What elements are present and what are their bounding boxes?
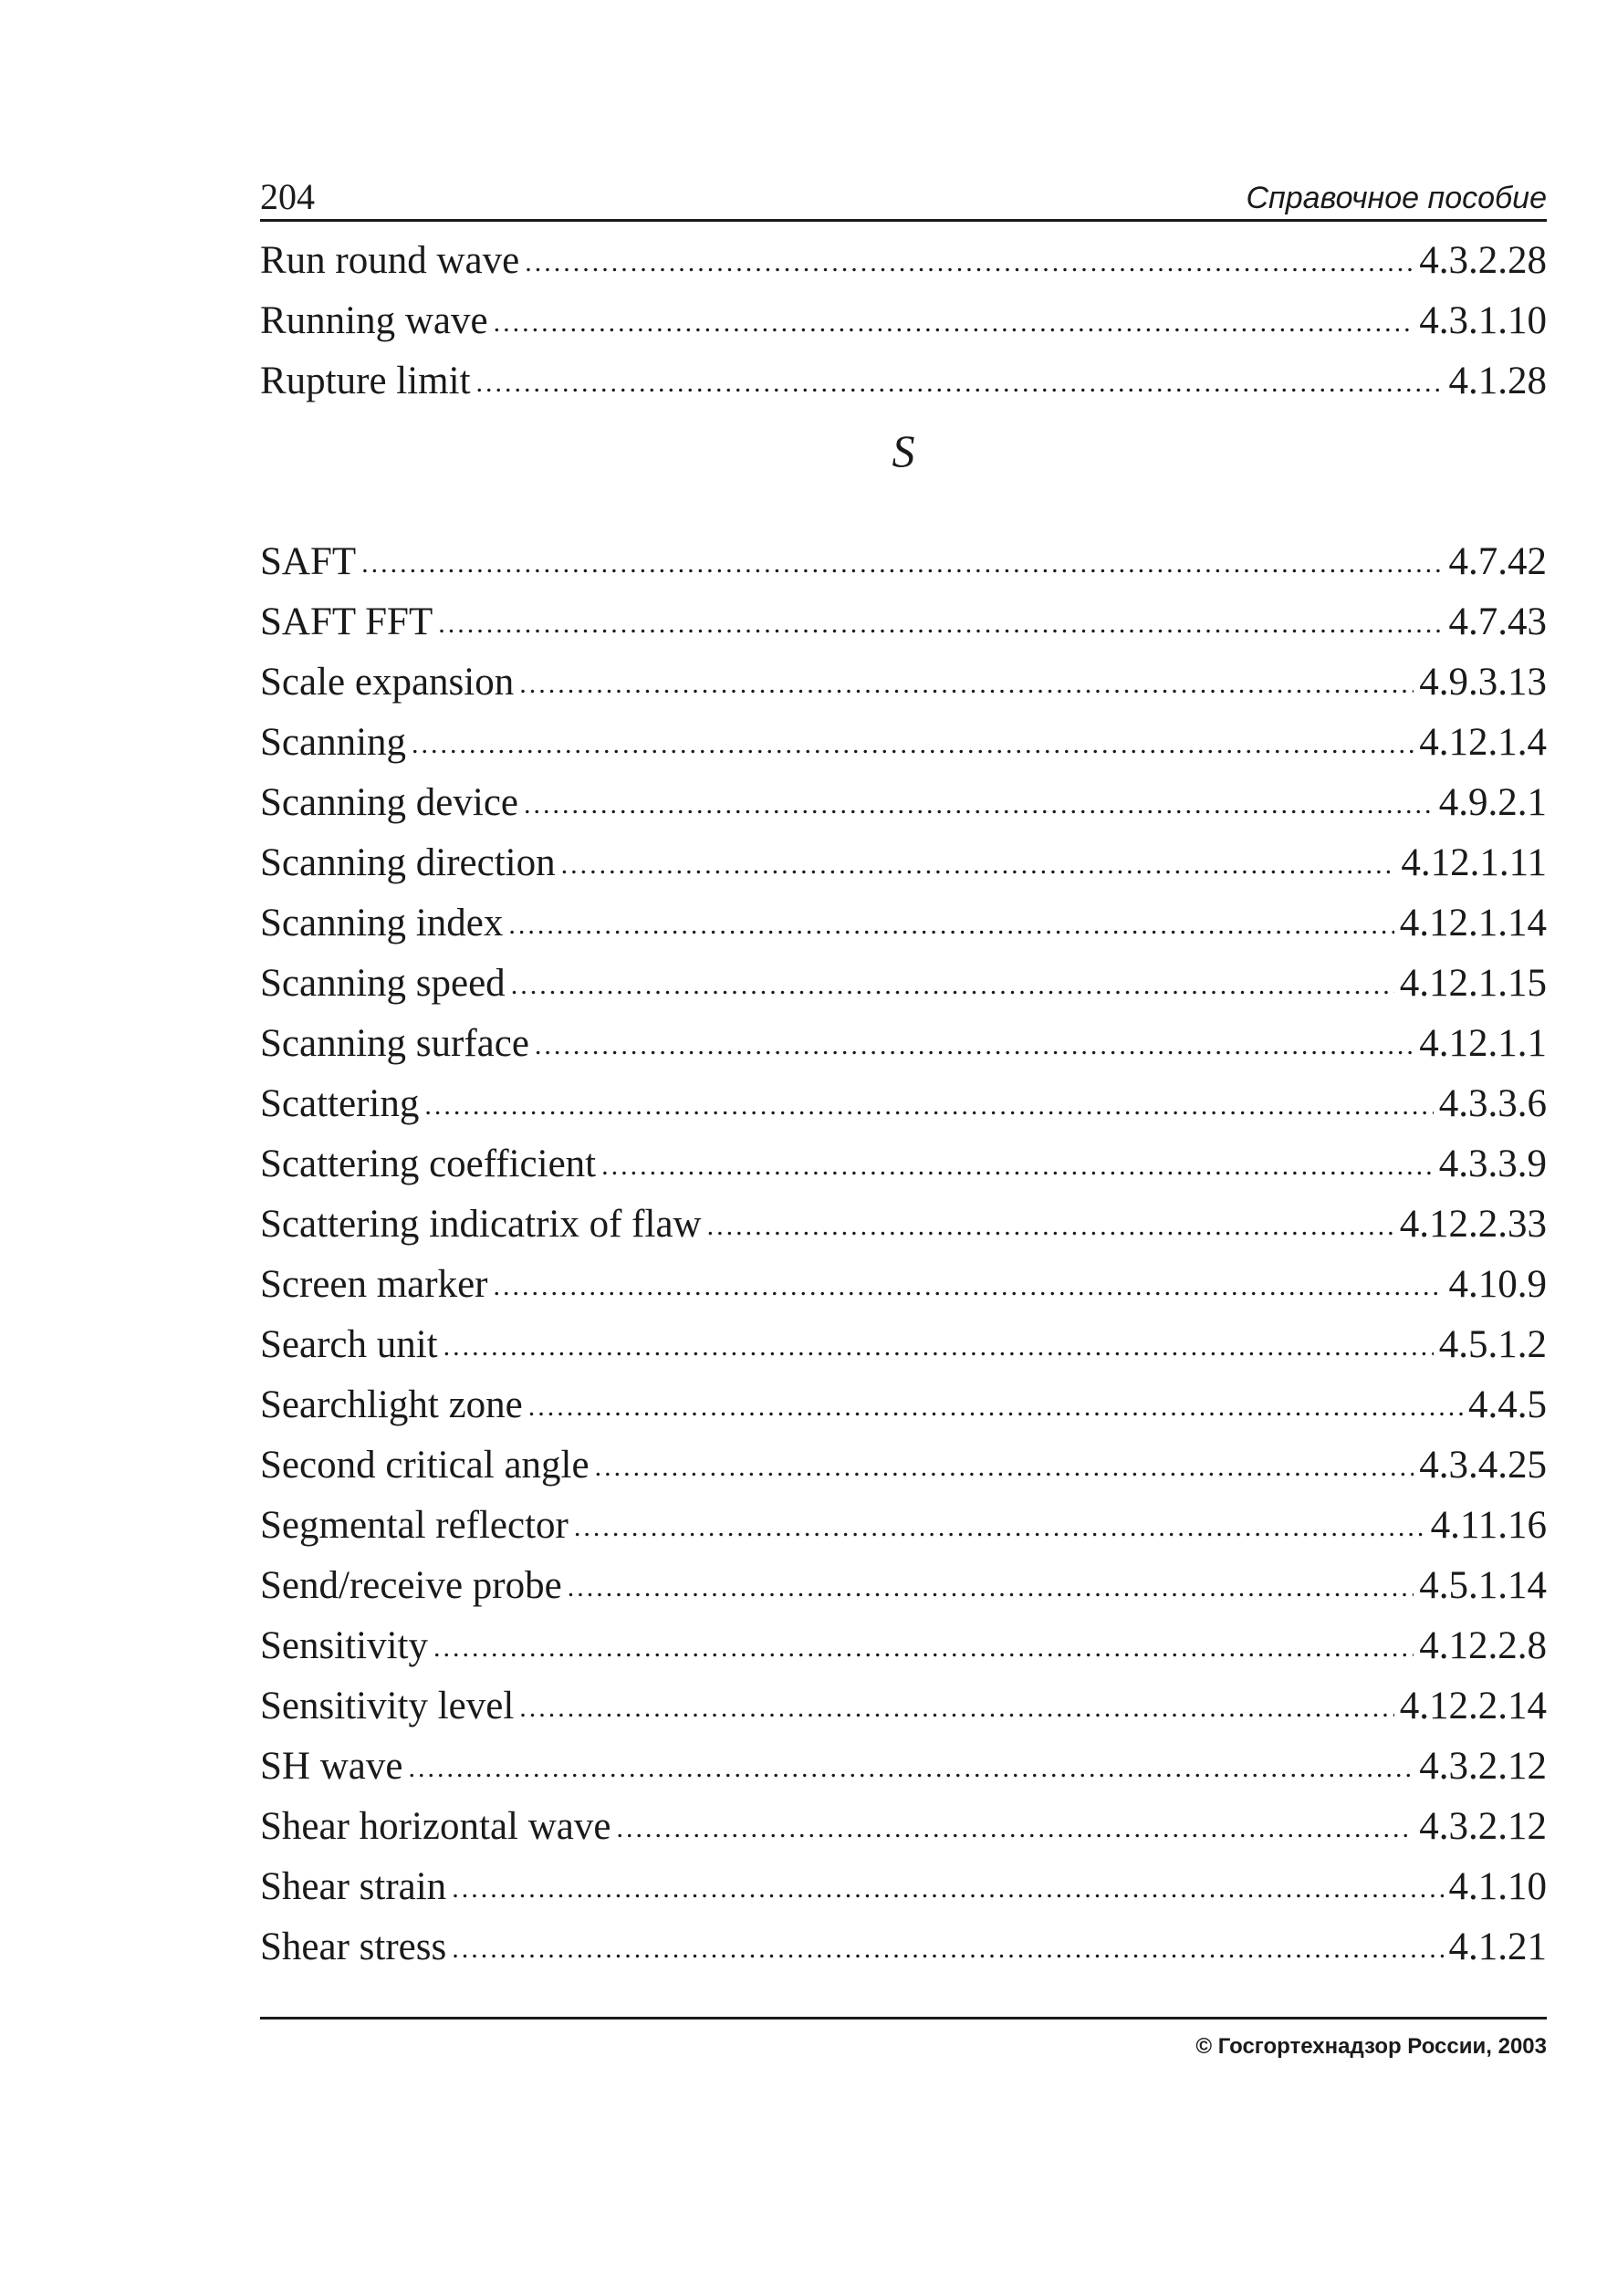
- index-entries: [260, 231, 1547, 1978]
- dot-leader: [524, 771, 1434, 835]
- index-entry: [260, 1255, 1547, 1315]
- dot-leader: [361, 530, 1443, 594]
- dot-leader: [535, 1012, 1414, 1076]
- index-entry: [260, 773, 1547, 833]
- entry-ref: 4.4.5: [1468, 1383, 1547, 1426]
- index-entry: [260, 1556, 1547, 1616]
- entry-ref: 4.12.1.15: [1399, 962, 1547, 1005]
- entry-ref: 4.11.16: [1430, 1504, 1547, 1547]
- entry-term: Scale expansion: [260, 661, 515, 704]
- entry-term: Send/receive probe: [260, 1564, 562, 1607]
- index-entry: [260, 1195, 1547, 1255]
- page-number: 204: [260, 176, 315, 217]
- entry-ref: 4.12.1.14: [1399, 902, 1547, 944]
- entry-term: Scanning: [260, 721, 407, 764]
- index-entry: [260, 592, 1547, 652]
- entry-term: Sensitivity level: [260, 1685, 515, 1727]
- entry-term: Scattering indicatrix of flaw: [260, 1203, 702, 1246]
- entry-ref: 4.7.43: [1448, 600, 1547, 643]
- entry-term: Scanning direction: [260, 841, 556, 884]
- entry-ref: 4.5.1.14: [1419, 1564, 1547, 1607]
- entry-term: Scanning index: [260, 902, 504, 944]
- entry-ref: 4.12.1.11: [1401, 841, 1547, 884]
- page-footer: [260, 2017, 1547, 2060]
- entry-term: SAFT FFT: [260, 600, 433, 643]
- entry-term: Scattering: [260, 1082, 420, 1125]
- entry-ref: 4.12.2.33: [1399, 1203, 1547, 1246]
- dot-leader: [519, 1675, 1393, 1738]
- index-entry: [260, 1496, 1547, 1556]
- index-entry: [260, 1014, 1547, 1074]
- entry-term: Scanning surface: [260, 1022, 529, 1065]
- dot-leader: [508, 892, 1393, 955]
- entry-ref: 4.9.3.13: [1419, 661, 1547, 704]
- dot-leader: [476, 350, 1444, 413]
- index-entry: [260, 833, 1547, 893]
- entry-term: SH wave: [260, 1745, 403, 1788]
- dot-leader: [601, 1132, 1434, 1196]
- dot-leader: [494, 1253, 1444, 1317]
- entry-ref: 4.3.2.12: [1419, 1805, 1547, 1848]
- index-entry: [260, 1917, 1547, 1978]
- section-letter: S: [892, 425, 915, 476]
- index-entry: [260, 1315, 1547, 1375]
- dot-leader: [424, 1072, 1433, 1136]
- index-entry: [260, 351, 1547, 412]
- entry-term: Shear horizontal wave: [260, 1805, 611, 1848]
- entry-ref: 4.3.4.25: [1419, 1444, 1547, 1487]
- index-entry: [260, 291, 1547, 351]
- index-entry: [260, 893, 1547, 954]
- index-entry: [260, 532, 1547, 592]
- dot-leader: [707, 1193, 1394, 1257]
- entry-ref: 4.1.28: [1448, 360, 1547, 402]
- index-page: [260, 173, 1547, 1978]
- copyright-notice: © Госгортехнадзор России, 2003: [1195, 2034, 1547, 2059]
- entry-term: Scattering coefficient: [260, 1143, 597, 1185]
- index-entry: [260, 1435, 1547, 1496]
- index-entry: [260, 1375, 1547, 1435]
- entry-term: Screen marker: [260, 1263, 488, 1306]
- dot-leader: [561, 831, 1396, 895]
- dot-leader: [494, 289, 1414, 353]
- running-title: Справочное пособие: [1246, 181, 1547, 215]
- index-entry: [260, 1676, 1547, 1737]
- entry-ref: 4.3.1.10: [1419, 299, 1547, 342]
- index-entry: [260, 1737, 1547, 1797]
- entry-term: SAFT: [260, 540, 357, 583]
- dot-leader: [595, 1434, 1414, 1498]
- entry-ref: 4.7.42: [1448, 540, 1547, 583]
- dot-leader: [511, 952, 1394, 1016]
- page-header: [260, 173, 1547, 222]
- entry-ref: 4.10.9: [1448, 1263, 1547, 1306]
- entry-ref: 4.9.2.1: [1438, 781, 1547, 824]
- entry-term: Shear strain: [260, 1865, 447, 1908]
- index-entry: [260, 1074, 1547, 1134]
- entry-term: Run round wave: [260, 239, 520, 282]
- index-entry: [260, 1797, 1547, 1857]
- entry-ref: 4.3.2.12: [1419, 1745, 1547, 1788]
- entry-ref: 4.12.1.4: [1419, 721, 1547, 764]
- entry-term: Sensitivity: [260, 1624, 428, 1667]
- dot-leader: [433, 1614, 1414, 1678]
- entry-term: Rupture limit: [260, 360, 471, 402]
- dot-leader: [574, 1494, 1425, 1558]
- entry-ref: 4.1.10: [1448, 1865, 1547, 1908]
- index-entry: [260, 954, 1547, 1014]
- dot-leader: [528, 1373, 1463, 1437]
- index-entry: [260, 713, 1547, 773]
- entry-ref: 4.5.1.2: [1438, 1323, 1547, 1366]
- entry-term: Segmental reflector: [260, 1504, 569, 1547]
- index-entry: [260, 1134, 1547, 1195]
- entry-term: Shear stress: [260, 1926, 447, 1968]
- entry-ref: 4.3.3.6: [1438, 1082, 1547, 1125]
- entry-ref: 4.3.2.28: [1419, 239, 1547, 282]
- dot-leader: [616, 1795, 1414, 1859]
- entry-ref: 4.1.21: [1448, 1926, 1547, 1968]
- entry-term: Search unit: [260, 1323, 438, 1366]
- index-entry: [260, 231, 1547, 291]
- entry-term: Scanning device: [260, 781, 518, 824]
- entry-term: Scanning speed: [260, 962, 506, 1005]
- dot-leader: [412, 711, 1414, 775]
- entry-ref: 4.12.1.1: [1419, 1022, 1547, 1065]
- entry-ref: 4.3.3.9: [1438, 1143, 1547, 1185]
- dot-leader: [452, 1915, 1443, 1979]
- dot-leader: [568, 1554, 1414, 1618]
- entry-term: Second critical angle: [260, 1444, 590, 1487]
- entry-term: Searchlight zone: [260, 1383, 523, 1426]
- dot-leader: [438, 590, 1443, 654]
- index-entry: [260, 1857, 1547, 1917]
- entry-term: Running wave: [260, 299, 488, 342]
- entry-ref: 4.12.2.14: [1399, 1685, 1547, 1727]
- dot-leader: [525, 229, 1414, 293]
- entry-ref: 4.12.2.8: [1419, 1624, 1547, 1667]
- index-entry: [260, 1616, 1547, 1676]
- dot-leader: [443, 1313, 1434, 1377]
- dot-leader: [519, 651, 1414, 715]
- index-entry: [260, 652, 1547, 713]
- dot-leader: [452, 1855, 1443, 1919]
- dot-leader: [408, 1735, 1414, 1799]
